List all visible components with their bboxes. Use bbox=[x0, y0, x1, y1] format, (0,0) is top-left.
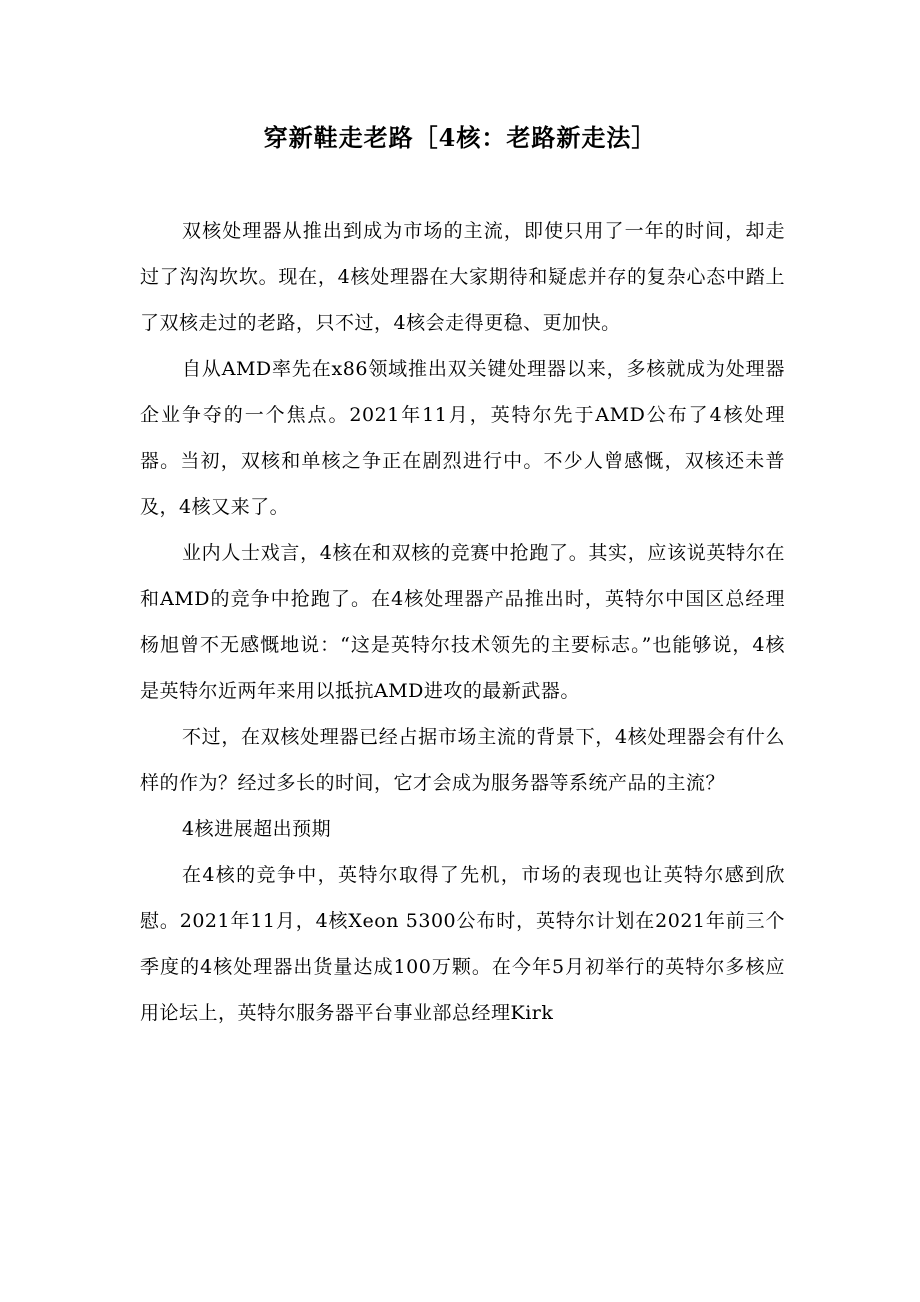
section-heading: 4核进展超出预期 bbox=[182, 818, 332, 840]
paragraph-question: 不过，在双核处理器已经占据市场主流的背景下，4核处理器会有什么样的作为？经过多长的时间，它才会成为服务器等系统产品的主流？ bbox=[140, 726, 785, 794]
document-body bbox=[140, 208, 785, 1036]
document-title: 穿新鞋走老路［4核：老路新走法］ bbox=[263, 123, 657, 152]
paragraph-progress: 在4核的竞争中，英特尔取得了先机，市场的表现也让英特尔感到欣慰。2021年11月，4核Xeon 5300公布时，英特尔计划在2021年前三个季度的4核处理器出货量达成100万颗。在今年5月初举行的英特尔多核应用论坛上，英特尔服务器平台事业部总经理Kirk bbox=[140, 864, 785, 1024]
paragraph-industry-comment: 业内人士戏言，4核在和双核的竞赛中抢跑了。其实，应该说英特尔在和AMD的竞争中抢跑了。在4核处理器产品推出时，英特尔中国区总经理杨旭曾不无感慨地说：“这是英特尔技术领先的主要标志。”也能够说，4核是英特尔近两年来用以抵抗AMD进攻的最新武器。 bbox=[140, 542, 785, 702]
paragraph-intro: 双核处理器从推出到成为市场的主流，即使只用了一年的时间，却走过了沟沟坎坎。现在，4核处理器在大家期待和疑虑并存的复杂心态中踏上了双核走过的老路，只不过，4核会走得更稳、更加快。 bbox=[140, 220, 785, 334]
paragraph-amd-history: 自从AMD率先在x86领域推出双关键处理器以来，多核就成为处理器企业争夺的一个焦点。2021年11月，英特尔先于AMD公布了4核处理器。当初，双核和单核之争正在剧烈进行中。不少人曾感慨，双核还未普及，4核又来了。 bbox=[140, 358, 785, 518]
